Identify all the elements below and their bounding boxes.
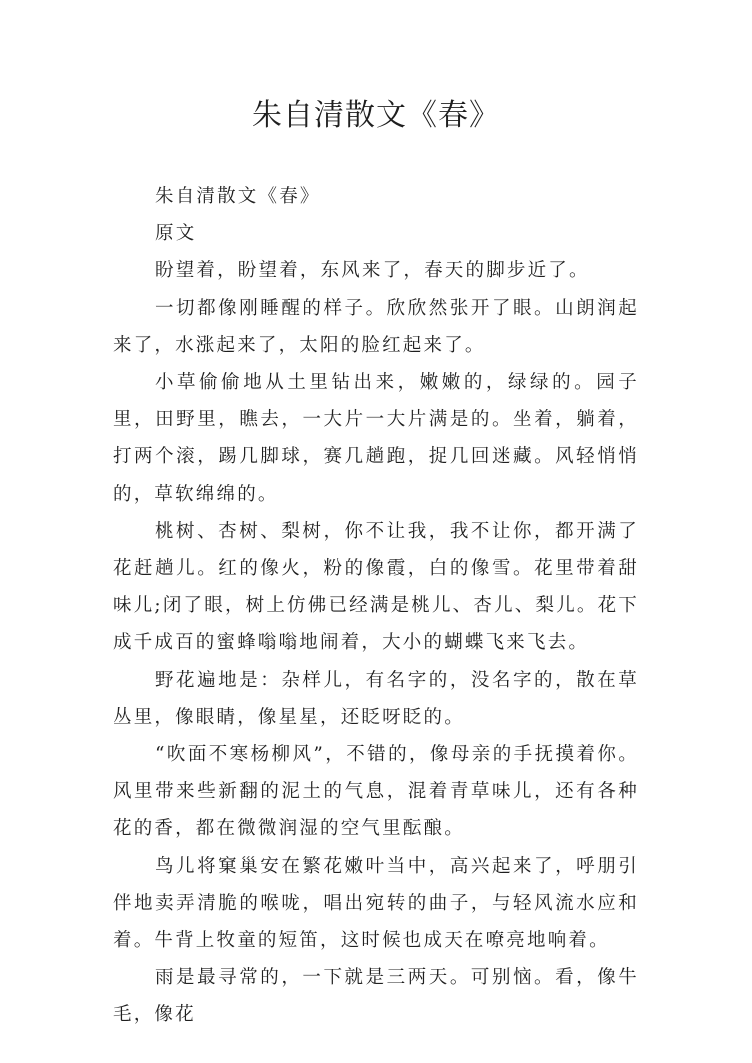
- paragraph: 雨是最寻常的，一下就是三两天。可别恼。看，像牛毛，像花: [113, 967, 639, 1026]
- paragraph: 桃树、杏树、梨树，你不让我，我不让你，都开满了花赶趟儿。红的像火，粉的像霞，白的像雪。花里带着甜味儿;闭了眼，树上仿佛已经满是桃儿、杏儿、梨儿。花下成千成百的蜜蜂嗡嗡地闹着，大小的蝴蝶飞来飞去。: [113, 520, 639, 654]
- paragraph: 野花遍地是：杂样儿，有名字的，没名字的，散在草丛里，像眼睛，像星星，还眨呀眨的。: [113, 669, 639, 728]
- document-body: [113, 178, 639, 1034]
- paragraph: 鸟儿将窠巢安在繁花嫩叶当中，高兴起来了，呼朋引伴地卖弄清脆的喉咙，唱出宛转的曲子，与轻风流水应和着。牛背上牧童的短笛，这时候也成天在嘹亮地响着。: [113, 855, 639, 952]
- section-label: 原文: [155, 223, 197, 245]
- paragraph: 小草偷偷地从土里钻出来，嫩嫩的，绿绿的。园子里，田野里，瞧去，一大片一大片满是的。坐着，躺着，打两个滚，踢几脚球，赛几趟跑，捉几回迷藏。风轻悄悄的，草软绵绵的。: [113, 372, 639, 505]
- paragraph: 一切都像刚睡醒的样子。欣欣然张开了眼。山朗润起来了，水涨起来了，太阳的脸红起来了。: [113, 297, 639, 356]
- paragraph: 盼望着，盼望着，东风来了，春天的脚步近了。: [155, 260, 590, 282]
- paragraph: “吹面不寒杨柳风”，不错的，像母亲的手抚摸着你。风里带来些新翻的泥土的气息，混着青草味儿，还有各种花的香，都在微微润湿的空气里酝酿。: [113, 744, 639, 840]
- document-title: 朱自清散文《春》: [252, 98, 500, 133]
- document-subtitle: 朱自清散文《春》: [155, 186, 321, 207]
